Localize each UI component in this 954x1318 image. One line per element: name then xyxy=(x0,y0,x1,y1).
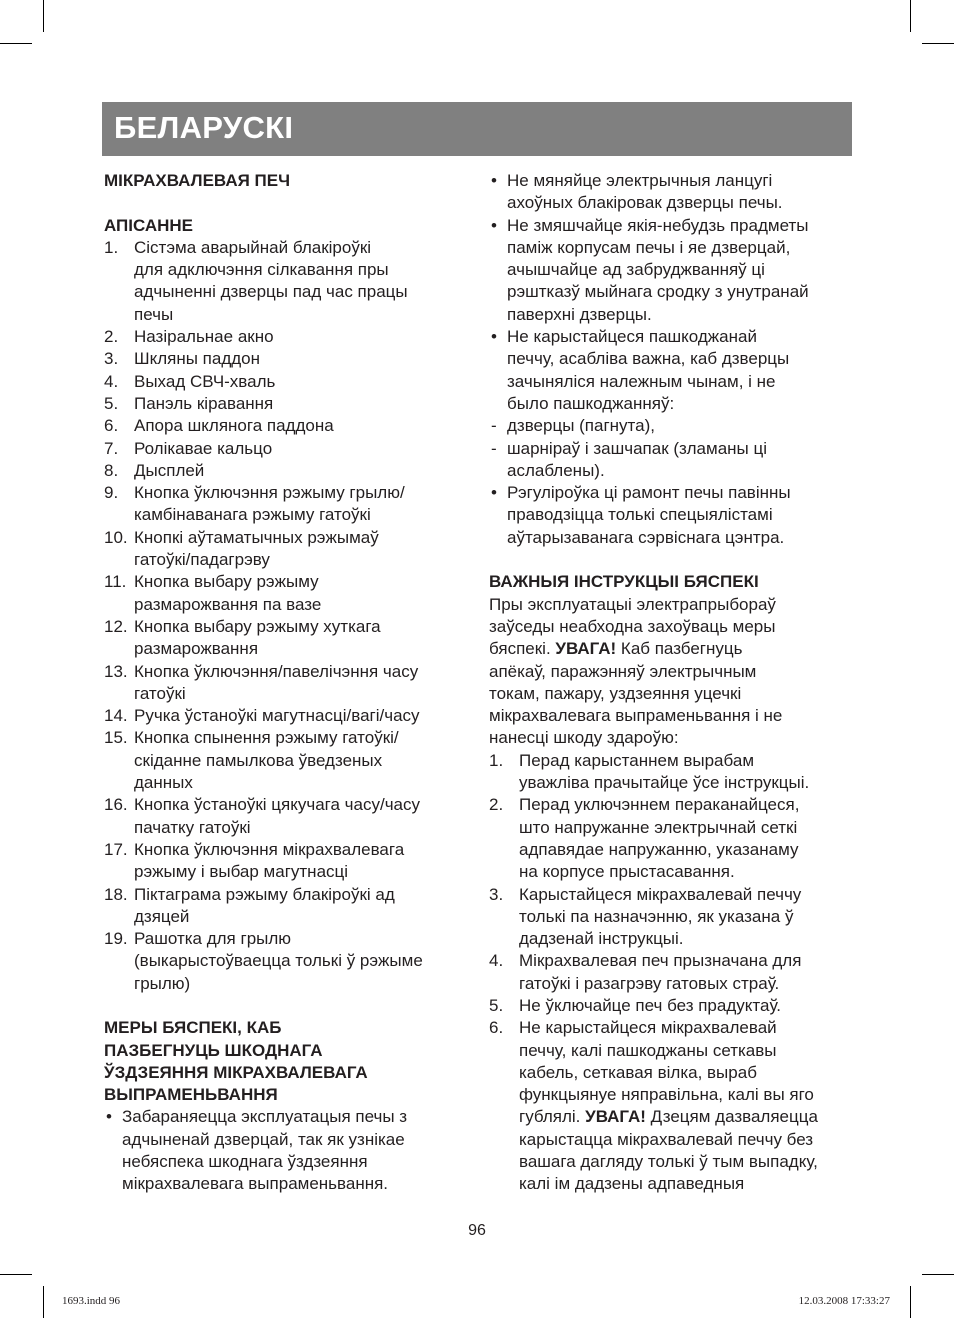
language-banner xyxy=(102,102,852,156)
list-item xyxy=(104,460,466,482)
list-marker: 10. xyxy=(104,527,128,547)
list-item-line: дзяцей xyxy=(134,906,190,926)
list-item xyxy=(104,661,466,706)
section-title: МІКРАХВАЛЕВАЯ ПЕЧ xyxy=(104,171,291,190)
important-heading: ВАЖНЫЯ ІНСТРУКЦЫІ БЯСПЕКІ xyxy=(489,572,759,592)
list-item-line: праводзіцца толькі спецыялістамі xyxy=(507,505,773,525)
list-marker: 4. xyxy=(104,371,119,391)
list-marker: • xyxy=(106,1107,112,1127)
list-marker: 5. xyxy=(489,995,504,1015)
instruction-list xyxy=(489,750,859,1018)
description-heading: АПІСАННЕ xyxy=(104,215,194,235)
list-item xyxy=(104,393,466,415)
safety-heading-line: ВЫПРАМЕНЬВАННЯ xyxy=(104,1085,278,1105)
list-marker: 16. xyxy=(104,795,128,815)
list-item-line: Не ўключайце печ без прадуктаў. xyxy=(519,995,781,1015)
list-item xyxy=(489,438,859,483)
list-item: 6. Не карыстайцеся мікрахвалевай печчу, калі пашкоджаны сеткавы кабель, сеткавая вілка, выраб функцыянуе няправільна, калі вы яго гублялі. УВАГА! Дзецям дазваляецца карыстацца мікрахвалевай печчу без вашага дагляду толькі ў тым выпадку, калі ім дадзены адпаведныя xyxy=(489,1018,818,1194)
list-item-line: гатоўкі і разагрэву гатовых страў. xyxy=(519,973,780,993)
list-item-line: грылю) xyxy=(134,973,191,993)
list-item xyxy=(489,794,859,883)
list-marker: 19. xyxy=(104,929,128,949)
list-item-line: Кнопка выбару рэжыму хуткага xyxy=(134,616,381,636)
list-marker: • xyxy=(491,215,497,235)
list-item-line: адпавядае напружанню, указанаму xyxy=(519,839,799,859)
list-item-line: толькі па назначэнню, як указана ў xyxy=(519,906,794,926)
list-item-line: гатоўкі xyxy=(134,683,186,703)
list-item-line: што напружанне электрычнай сеткі xyxy=(519,817,798,837)
list-item xyxy=(104,884,466,929)
list-item-line: Не карыстайцеся пашкоджанай xyxy=(507,327,757,347)
list-item xyxy=(489,750,859,795)
banner-title: БЕЛАРУСКІ xyxy=(114,110,294,145)
list-marker: 1. xyxy=(489,750,504,770)
list-item-line: размарожвання xyxy=(134,639,259,659)
list-item-line: печы xyxy=(134,304,174,324)
list-marker: 2. xyxy=(489,795,504,815)
list-marker: 3. xyxy=(104,349,119,369)
list-item xyxy=(104,527,466,572)
list-item xyxy=(104,705,466,727)
list-item-line: Кнопка ўключэння/павелічэння часу xyxy=(134,661,419,681)
list-item-line: дадзенай інструкцыі. xyxy=(519,929,684,949)
list-item-line: зачыняліся належным чынам, і не xyxy=(507,371,776,391)
list-item xyxy=(104,348,466,370)
crop-mark xyxy=(0,1274,32,1275)
list-item-line: Перад уключэннем пераканайцеся, xyxy=(519,795,800,815)
list-marker: 6. xyxy=(104,416,119,436)
left-column xyxy=(104,170,466,1196)
list-marker: 7. xyxy=(104,438,119,458)
list-item xyxy=(104,571,466,616)
list-marker: - xyxy=(491,416,497,436)
list-marker: 17. xyxy=(104,839,128,859)
intro-paragraph: Пры эксплуатацыі электрапрыбораў заўседы неабходна захоўваць меры бяспекі. УВАГА! Каб пазбегнуць апёкаў, паражэнняў электрычным токам, пажару, уздзеяння уцечкі мікрахвалевага выпраменьвання і не нанесці шкоду здароўю: xyxy=(489,594,783,748)
list-marker: • xyxy=(491,171,497,190)
list-item-line: Мікрахвалевая печ прызначана для xyxy=(519,951,802,971)
list-item-line: адчыненні дзверцы пад час працы xyxy=(134,282,408,302)
crop-mark xyxy=(910,1286,911,1318)
list-item-line: рэштказў мыйнага сродку з унутранай xyxy=(507,282,809,302)
list-item-line: Шкляны паддон xyxy=(134,349,261,369)
footer-file-info: 1693.indd 96 xyxy=(62,1295,121,1307)
list-item-line: Перад карыстаннем вырабам xyxy=(519,750,755,770)
list-marker: 4. xyxy=(489,951,504,971)
list-item-line: Рашотка для грылю xyxy=(134,929,292,949)
list-item-line: Не мяняйце электрычныя ланцугі xyxy=(507,171,773,190)
list-item-line: скіданне памылкова ўведзеных xyxy=(134,750,383,770)
list-item xyxy=(104,794,466,839)
list-item-line: данных xyxy=(134,773,193,793)
list-marker: 15. xyxy=(104,728,128,748)
list-marker: 8. xyxy=(104,460,119,480)
list-item-line: рэжыму і выбар магутнасці xyxy=(134,862,349,882)
list-item-line: Панэль кіравання xyxy=(134,393,274,413)
safety-heading-line: ЎЗДЗЕЯННЯ МІКРАХВАЛЕВАГА xyxy=(104,1062,368,1082)
list-item xyxy=(489,170,859,215)
list-item-line: Сістэма аварыйнай блакіроўкі xyxy=(134,237,372,257)
list-item xyxy=(104,371,466,393)
safety-heading-line: МЕРЫ БЯСПЕКІ, КАБ xyxy=(104,1018,282,1038)
crop-mark xyxy=(43,1286,44,1318)
list-marker: - xyxy=(491,438,497,458)
list-item-line: адчыненай дзверцай, так як узнікае xyxy=(122,1129,405,1149)
list-item-line: Забараняецца эксплуатацыя печы з xyxy=(122,1107,408,1127)
page-number: 96 xyxy=(468,1222,486,1239)
safety-bullet-list xyxy=(104,1106,466,1195)
warning-label: УВАГА! xyxy=(555,639,617,659)
list-item-line: дзверцы (пагнута), xyxy=(507,416,655,436)
crop-mark xyxy=(922,1274,954,1275)
list-marker: 14. xyxy=(104,706,128,726)
footer-timestamp: 12.03.2008 17:33:27 xyxy=(798,1295,890,1307)
list-marker: 5. xyxy=(104,393,119,413)
list-item-line: Ручка ўстаноўкі магутнасці/вагі/часу xyxy=(134,706,420,726)
list-item xyxy=(104,438,466,460)
list-item-line: Кнопка спынення рэжыму гатоўкі/ xyxy=(134,728,399,748)
list-item-line: печчу, асабліва важна, каб дзверцы xyxy=(507,349,790,369)
list-item-line: размарожвання па вазе xyxy=(134,594,322,614)
list-marker: 3. xyxy=(489,884,504,904)
list-item-line: уважліва прачытайце ўсе інструкцыі. xyxy=(519,773,810,793)
list-marker: 9. xyxy=(104,483,119,503)
list-item-line: пачатку гатоўкі xyxy=(134,817,251,837)
description-list xyxy=(104,237,466,995)
crop-mark xyxy=(43,0,44,32)
list-item xyxy=(489,995,859,1017)
list-item-line: для адключэння сілкавання пры xyxy=(134,260,389,280)
list-item-line: ачышчайце ад забруджванняў ці xyxy=(507,260,765,280)
list-item xyxy=(489,482,859,549)
list-item-line: Кнопка ўключэння рэжыму грылю/ xyxy=(134,483,405,503)
list-item-line: Кнопка ўстаноўкі цякучага часу/часу xyxy=(134,795,421,815)
list-item xyxy=(489,415,859,437)
list-marker: 1. xyxy=(104,237,119,257)
list-marker: 18. xyxy=(104,884,128,904)
list-item xyxy=(104,482,466,527)
list-item xyxy=(104,928,466,995)
list-item-line: на корпусе прыстасавання. xyxy=(519,862,735,882)
list-item-line: Рэгуліроўка ці рамонт печы павінны xyxy=(507,483,791,503)
list-item-line: Піктаграма рэжыму блакіроўкі ад xyxy=(134,884,395,904)
list-item-line: (выкарыстоўваецца толькі ў рэжыме xyxy=(134,951,423,971)
right-column xyxy=(489,170,859,1196)
safety-heading xyxy=(104,1017,466,1106)
list-marker: • xyxy=(491,327,497,347)
warning-label: УВАГА! xyxy=(585,1107,646,1127)
list-item xyxy=(489,326,859,415)
list-item-line: Карыстайцеся мікрахвалевай печчу xyxy=(519,884,802,904)
list-item-line: Назіральнае акно xyxy=(134,327,274,347)
list-item-line: шарніраў і зашчапак (зламаны ці xyxy=(507,438,767,458)
list-item-line: камбінаванага рэжыму гатоўкі xyxy=(134,505,371,525)
list-item xyxy=(104,415,466,437)
list-item xyxy=(104,1106,466,1195)
list-item xyxy=(489,215,859,326)
list-item-line: паміж корпусам печы і яе дзверцай, xyxy=(507,237,791,257)
list-item xyxy=(489,950,859,995)
crop-mark xyxy=(910,0,911,32)
list-item-line: Кнопкі аўтаматычных рэжымаў xyxy=(134,527,379,547)
list-item xyxy=(104,237,466,326)
list-item-line: Кнопка ўключэння мікрахвалевага xyxy=(134,839,405,859)
list-marker: 13. xyxy=(104,661,128,681)
list-item-line: аслаблены). xyxy=(507,460,605,480)
list-item-line: было пашкоджанняў: xyxy=(507,393,675,413)
list-item-line: ахоўных блакіровак дзверцы печы. xyxy=(507,193,783,213)
list-item xyxy=(104,326,466,348)
list-item-line: небяспека шкоднага ўздзеяння xyxy=(122,1152,368,1172)
list-item-line: Ролікавае кальцо xyxy=(134,438,273,458)
crop-mark xyxy=(0,43,32,44)
list-item-line: аўтарызаванага сэрвіснага цэнтра. xyxy=(507,527,785,547)
list-marker: 2. xyxy=(104,327,119,347)
list-item-line: мікрахвалевага выпраменьвання. xyxy=(122,1174,389,1194)
safety-heading-line: ПАЗБЕГНУЦЬ ШКОДНАГА xyxy=(104,1040,323,1060)
list-marker: 11. xyxy=(104,572,127,592)
list-item xyxy=(104,616,466,661)
list-item-line: Выхад СВЧ-хваль xyxy=(134,371,276,391)
list-item xyxy=(489,884,859,951)
list-item-line: паверхні дзверцы. xyxy=(507,304,652,324)
list-marker: • xyxy=(491,483,497,503)
precaution-bullet-list xyxy=(489,170,859,549)
crop-mark xyxy=(922,43,954,44)
list-item-line: гатоўкі/падагрэву xyxy=(134,550,270,570)
list-item xyxy=(104,727,466,794)
list-item-line: Не змяшчайце якія-небудзь прадметы xyxy=(507,215,809,235)
list-item-line: Апора шклянога паддона xyxy=(134,416,334,436)
list-marker: 12. xyxy=(104,616,128,636)
list-item-line: Кнопка выбару рэжыму xyxy=(134,572,319,592)
list-item xyxy=(104,839,466,884)
list-item-line: Дысплей xyxy=(134,460,205,480)
